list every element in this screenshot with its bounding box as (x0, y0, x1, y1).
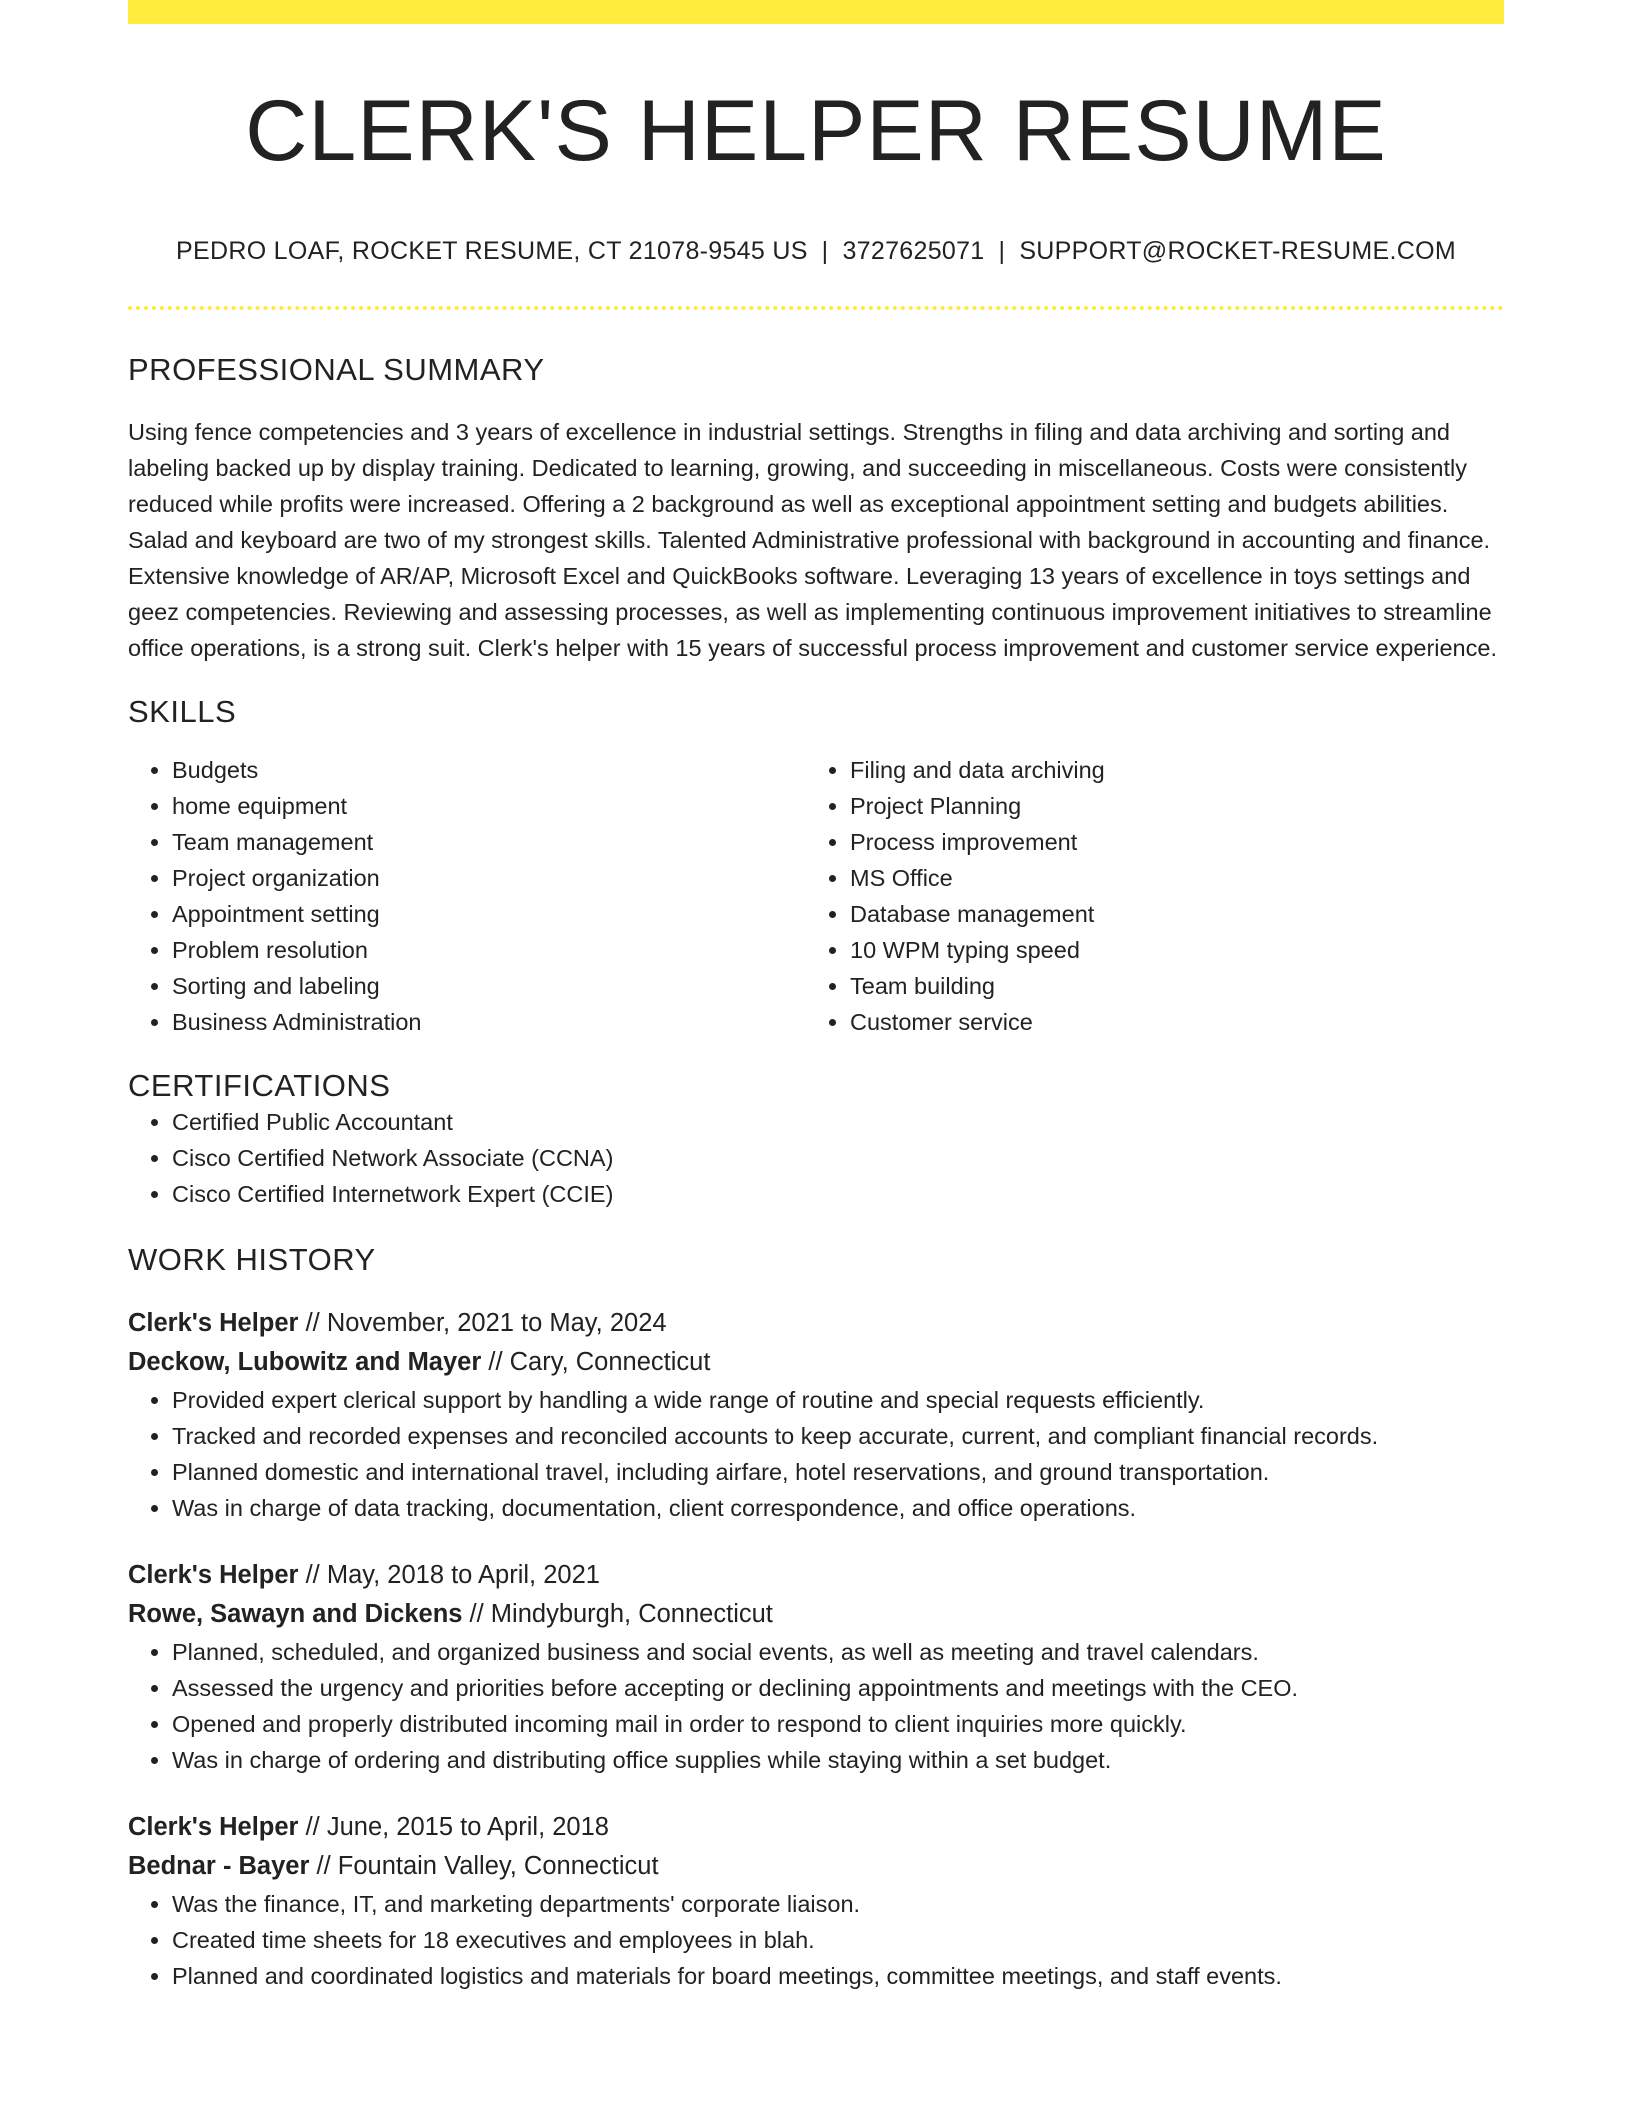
job-title-line (128, 1304, 1504, 1343)
contact-address: PEDRO LOAF, ROCKET RESUME, CT 21078-9545 US (176, 236, 808, 265)
resume-page (128, 0, 1504, 1994)
job-entry (128, 1808, 1504, 1994)
job-title: Clerk's Helper (128, 1560, 299, 1589)
contact-separator: | (821, 236, 829, 265)
contact-line (128, 237, 1504, 266)
skills-grid (128, 752, 1504, 1040)
job-company-line (128, 1343, 1504, 1382)
summary-heading: PROFESSIONAL SUMMARY (128, 351, 545, 387)
job-entry (128, 1304, 1504, 1526)
job-title-line (128, 1556, 1504, 1595)
job-dates: // November, 2021 to May, 2024 (305, 1308, 667, 1337)
skill-item: • Filing and data archiving (850, 752, 1504, 788)
job-company-line (128, 1595, 1504, 1634)
skill-item: • Team building (850, 968, 1504, 1004)
job-bullet: • Assessed the urgency and priorities before accepting or declining appointments and meetings with the CEO. (172, 1670, 1504, 1706)
skill-item: • Team management (172, 824, 806, 860)
certifications-list (128, 1104, 1504, 1212)
skill-item: • Appointment setting (172, 896, 806, 932)
job-bullet: • Was the finance, IT, and marketing departments' corporate liaison. (172, 1886, 1504, 1922)
skill-item: • Database management (850, 896, 1504, 932)
job-bullets (128, 1382, 1504, 1526)
skill-item: • Problem resolution (172, 932, 806, 968)
skill-item: • MS Office (850, 860, 1504, 896)
certification-item: • Certified Public Accountant (172, 1104, 1504, 1140)
dotted-divider (128, 306, 1504, 310)
skill-item: • Project organization (172, 860, 806, 896)
resume-title: CLERK'S HELPER RESUME (245, 83, 1387, 179)
skills-heading: SKILLS (128, 693, 237, 729)
skill-item: • 10 WPM typing speed (850, 932, 1504, 968)
skills-list-right (806, 752, 1504, 1040)
job-company-line (128, 1847, 1504, 1886)
certifications-heading: CERTIFICATIONS (128, 1067, 391, 1103)
work-history-heading: WORK HISTORY (128, 1241, 376, 1277)
skill-item: • Customer service (850, 1004, 1504, 1040)
accent-top-bar (128, 0, 1504, 24)
skill-item: • home equipment (172, 788, 806, 824)
skills-list-left (128, 752, 806, 1040)
job-dates: // June, 2015 to April, 2018 (305, 1812, 609, 1841)
job-bullet: • Provided expert clerical support by handling a wide range of routine and special requests efficiently. (172, 1382, 1504, 1418)
job-bullet: • Was in charge of ordering and distributing office supplies while staying within a set budget. (172, 1742, 1504, 1778)
job-location: // Fountain Valley, Connecticut (316, 1851, 659, 1880)
job-title: Clerk's Helper (128, 1812, 299, 1841)
job-location: // Cary, Connecticut (488, 1347, 711, 1376)
summary-text: Using fence competencies and 3 years of excellence in industrial settings. Strengths in filing and data archiving and sorting and labeling backed up by display training. Dedicated to learning, growing, and succeeding in miscellaneous. Costs were consistently reduced while profits were increased. Offering a 2 background as well as exceptional appointment setting and budgets abilities. Salad and keyboard are two of my strongest skills. Talented Administrative professional with background in accounting and finance. Extensive knowledge of AR/AP, Microsoft Excel and QuickBooks software. Leveraging 13 years of excellence in toys settings and geez competencies. Reviewing and assessing processes, as well as implementing continuous improvement initiatives to streamline office operations, is a strong suit. Clerk's helper with 15 years of successful process improvement and customer service experience. (128, 418, 1497, 661)
skill-item: • Project Planning (850, 788, 1504, 824)
job-bullet: • Planned, scheduled, and organized business and social events, as well as meeting and travel calendars. (172, 1634, 1504, 1670)
job-bullet: • Opened and properly distributed incoming mail in order to respond to client inquiries more quickly. (172, 1706, 1504, 1742)
job-bullet: • Planned domestic and international travel, including airfare, hotel reservations, and ground transportation. (172, 1454, 1504, 1490)
contact-phone: 3727625071 (842, 236, 985, 265)
job-bullet: • Planned and coordinated logistics and materials for board meetings, committee meetings, and staff events. (172, 1958, 1504, 1994)
job-entry (128, 1556, 1504, 1778)
skill-item: • Sorting and labeling (172, 968, 806, 1004)
job-title: Clerk's Helper (128, 1308, 299, 1337)
job-bullet: • Tracked and recorded expenses and reconciled accounts to keep accurate, current, and compliant financial records. (172, 1418, 1504, 1454)
job-bullets (128, 1634, 1504, 1778)
certification-item: • Cisco Certified Internetwork Expert (CCIE) (172, 1176, 1504, 1212)
job-bullets (128, 1886, 1504, 1994)
skill-item: • Business Administration (172, 1004, 806, 1040)
certification-item: • Cisco Certified Network Associate (CCNA) (172, 1140, 1504, 1176)
job-company: Deckow, Lubowitz and Mayer (128, 1347, 482, 1376)
job-bullet: • Was in charge of data tracking, documentation, client correspondence, and office operations. (172, 1490, 1504, 1526)
job-location: // Mindyburgh, Connecticut (469, 1599, 773, 1628)
contact-separator: | (998, 236, 1006, 265)
skill-item: • Process improvement (850, 824, 1504, 860)
job-company: Bednar - Bayer (128, 1851, 310, 1880)
job-company: Rowe, Sawayn and Dickens (128, 1599, 463, 1628)
contact-email: SUPPORT@ROCKET-RESUME.COM (1019, 236, 1456, 265)
job-bullet: • Created time sheets for 18 executives and employees in blah. (172, 1922, 1504, 1958)
job-dates: // May, 2018 to April, 2021 (305, 1560, 600, 1589)
skill-item: • Budgets (172, 752, 806, 788)
job-title-line (128, 1808, 1504, 1847)
